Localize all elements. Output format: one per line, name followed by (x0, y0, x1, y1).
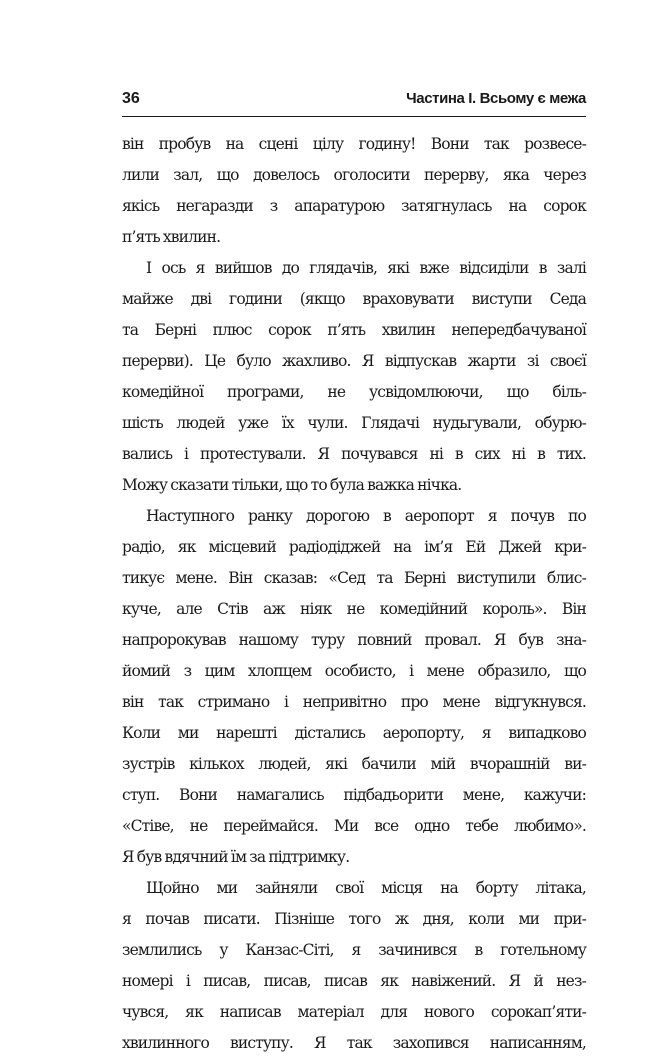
text-line: шість людей уже їх чули. Глядачі нудьгували, обурю- (122, 414, 586, 432)
text-line: комедійної програми, не усвідомлюючи, що біль- (122, 383, 586, 401)
text-line: куче, але Стів аж ніяк не комедійний король». Він (122, 600, 586, 618)
text-line: Я був вдячний їм за підтримку. (122, 848, 350, 866)
text-line: та Берні плюс сорок п’ять хвилин непередбачуваної (122, 321, 586, 339)
text-line: землились у Канзас-Сіті, я зачинився в готельному (122, 941, 586, 959)
text-line: Наступного ранку дорогою в аеропорт я почув по (146, 507, 586, 525)
text-line: йомий з цим хлопцем особисто, і мене образило, що (122, 662, 586, 680)
text-line: Щойно ми зайняли свої місця на борту літака, (146, 879, 586, 897)
text-line: вались і протестували. Я почувався ні в сих ні в тих. (122, 445, 586, 463)
text-line: зустрів кількох людей, які бачили мій вчорашній ви- (122, 755, 586, 773)
text-line: Коли ми нарешті дістались аеропорту, я випадково (122, 724, 586, 742)
running-title: Частина I. Всьому є межа (406, 90, 586, 107)
text-line: перерви). Це було жахливо. Я відпускав жарти зі своєї (122, 352, 586, 370)
text-line: ступ. Вони намагались підбадьорити мене, кажучи: (122, 786, 586, 804)
text-line: він пробув на сцені цілу годину! Вони так розвесе- (122, 135, 586, 153)
page-header (122, 88, 586, 114)
header-rule (122, 116, 586, 117)
text-line: напророкував нашому туру повний провал. Я був зна- (122, 631, 586, 649)
text-line: Можу сказати тільки, що то була важка нічка. (122, 476, 462, 494)
text-line: якісь негаразди з апаратурою затягнулась на сорок (122, 197, 586, 215)
text-line: хвилинного виступу. Я так захопився написанням, (122, 1034, 586, 1052)
page-number: 36 (122, 90, 140, 107)
text-line: він так стримано і непривітно про мене відгукнувся. (122, 693, 586, 711)
text-line: лили зал, що довелось оголосити перерву, яка через (122, 166, 586, 184)
body-text (122, 129, 586, 1059)
text-line: І ось я вийшов до глядачів, які вже відсиділи в залі (146, 259, 586, 277)
text-line: майже дві години (якщо враховувати виступи Седа (122, 290, 586, 308)
text-line: я почав писати. Пізніше того ж дня, коли ми при- (122, 910, 586, 928)
text-line: радіо, як місцевий радіодіджей на ім’я Ей Джей кри- (122, 538, 586, 556)
text-line: чувся, як написав матеріал для нового сорокап’яти- (122, 1003, 586, 1021)
text-line: тикує мене. Він сказав: «Сед та Берні виступили блис- (122, 569, 586, 587)
text-line: номері і писав, писав, писав як навіжений. Я й нез- (122, 972, 586, 990)
text-line: «Стіве, не переймайся. Ми все одно тебе любимо». (122, 817, 586, 835)
text-line: п’ять хвилин. (122, 228, 221, 246)
